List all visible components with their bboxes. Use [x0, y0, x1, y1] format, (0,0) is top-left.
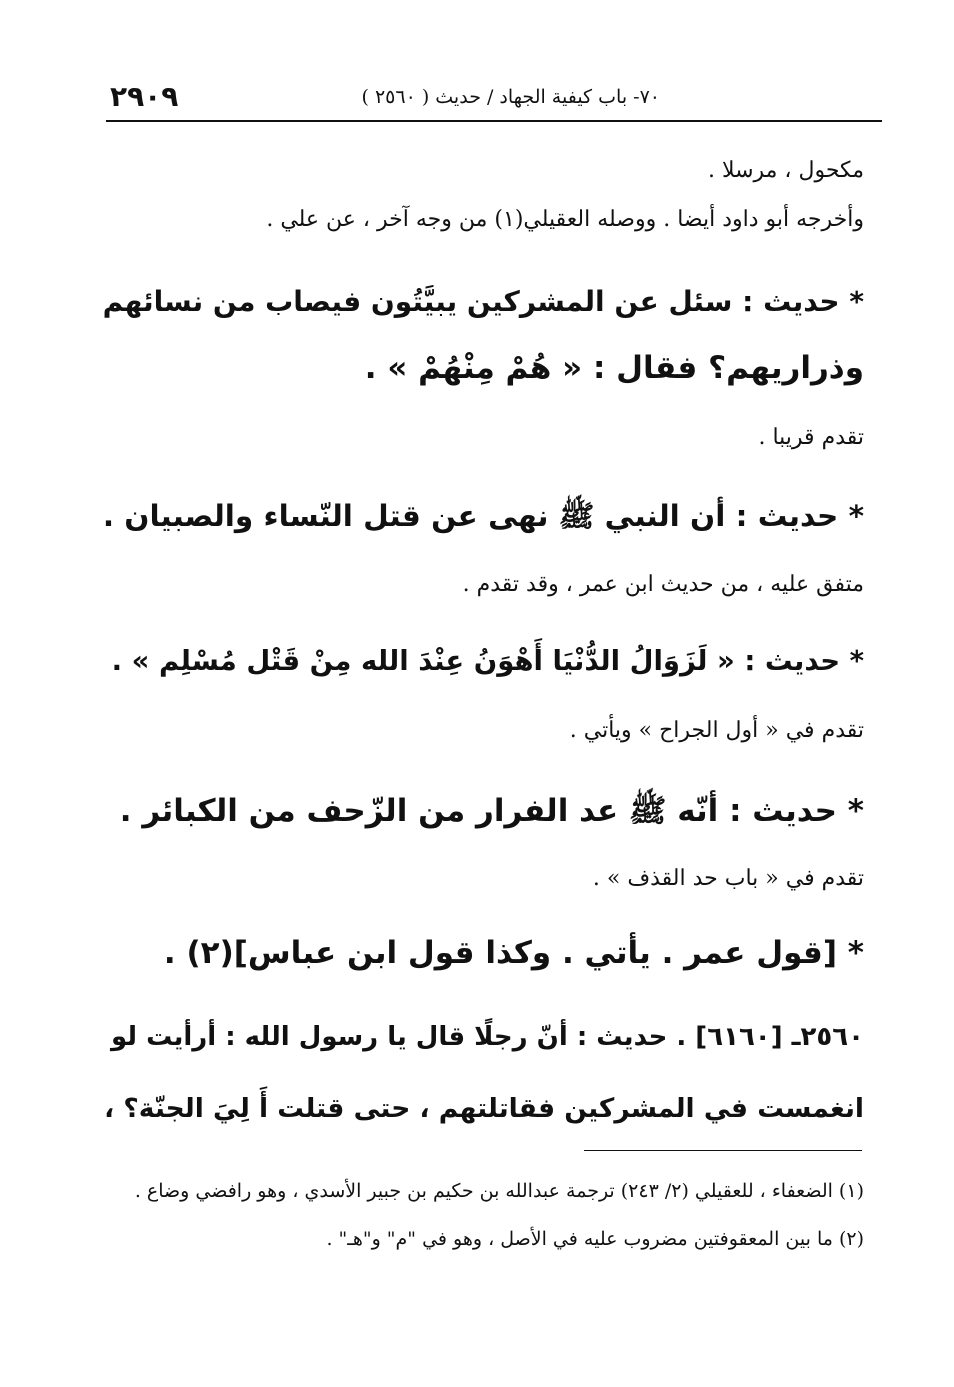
hadith-heading: وذراريهم؟ فقال : « هُمْ مِنْهُمْ » . [364, 350, 864, 386]
hadith-heading: * حديث : أن النبي ﷺ نهى عن قتل النّساء والصبيان . [102, 499, 864, 533]
footnote-divider [584, 1150, 862, 1151]
chapter-title: ٧٠- باب كيفية الجهاد / حديث ( ٢٥٦٠ ) [361, 86, 660, 108]
footnote: (٢) ما بين المعقوفتين مضروب عليه في الأصل ، وهو في "م" و"هـ" . [326, 1228, 864, 1250]
page-number: ٢٩٠٩ [110, 80, 179, 113]
hadith-heading: * حديث : « لَزَوَالُ الدُّنْيَا أَهْوَنُ عِنْدَ الله مِنْ قَتْل مُسْلِم » . [111, 645, 864, 677]
hadith-heading: * حديث : سئل عن المشركين يبيَّتُون فيصاب من نسائهم [102, 285, 864, 318]
header-divider [106, 120, 882, 122]
text-line: تقدم في « باب حد القذف » . [592, 866, 864, 891]
hadith-heading: * [قول عمر . يأتي . وكذا قول ابن عباس](٢) . [163, 935, 864, 971]
running-header [106, 80, 880, 120]
hadith-heading: انغمست في المشركين فقاتلتهم ، حتى قتلت أَ لِيَ الجنّة؟ ، [104, 1093, 864, 1124]
text-line: وأخرجه أبو داود أيضا . ووصله العقيلي(١) من وجه آخر ، عن علي . [266, 207, 864, 232]
hadith-heading: ٢٥٦٠ـ [٦١٦٠] . حديث : أنّ رجلًا قال يا رسول الله : أرأيت لو [110, 1022, 864, 1052]
hadith-heading: * حديث : أنّه ﷺ عد الفرار من الزّحف من الكبائر . [119, 793, 864, 829]
text-line: تقدم في « أول الجراح » ويأتي . [569, 718, 864, 743]
text-line: متفق عليه ، من حديث ابن عمر ، وقد تقدم . [462, 572, 864, 597]
footnote: (١) الضعفاء ، للعقيلي (٢/ ٢٤٣) ترجمة عبدالله بن حكيم بن جبير الأسدي ، وهو رافضي وضاع . [134, 1180, 864, 1202]
text-line: مكحول ، مرسلا . [707, 158, 864, 183]
text-line: تقدم قريبا . [758, 425, 864, 450]
